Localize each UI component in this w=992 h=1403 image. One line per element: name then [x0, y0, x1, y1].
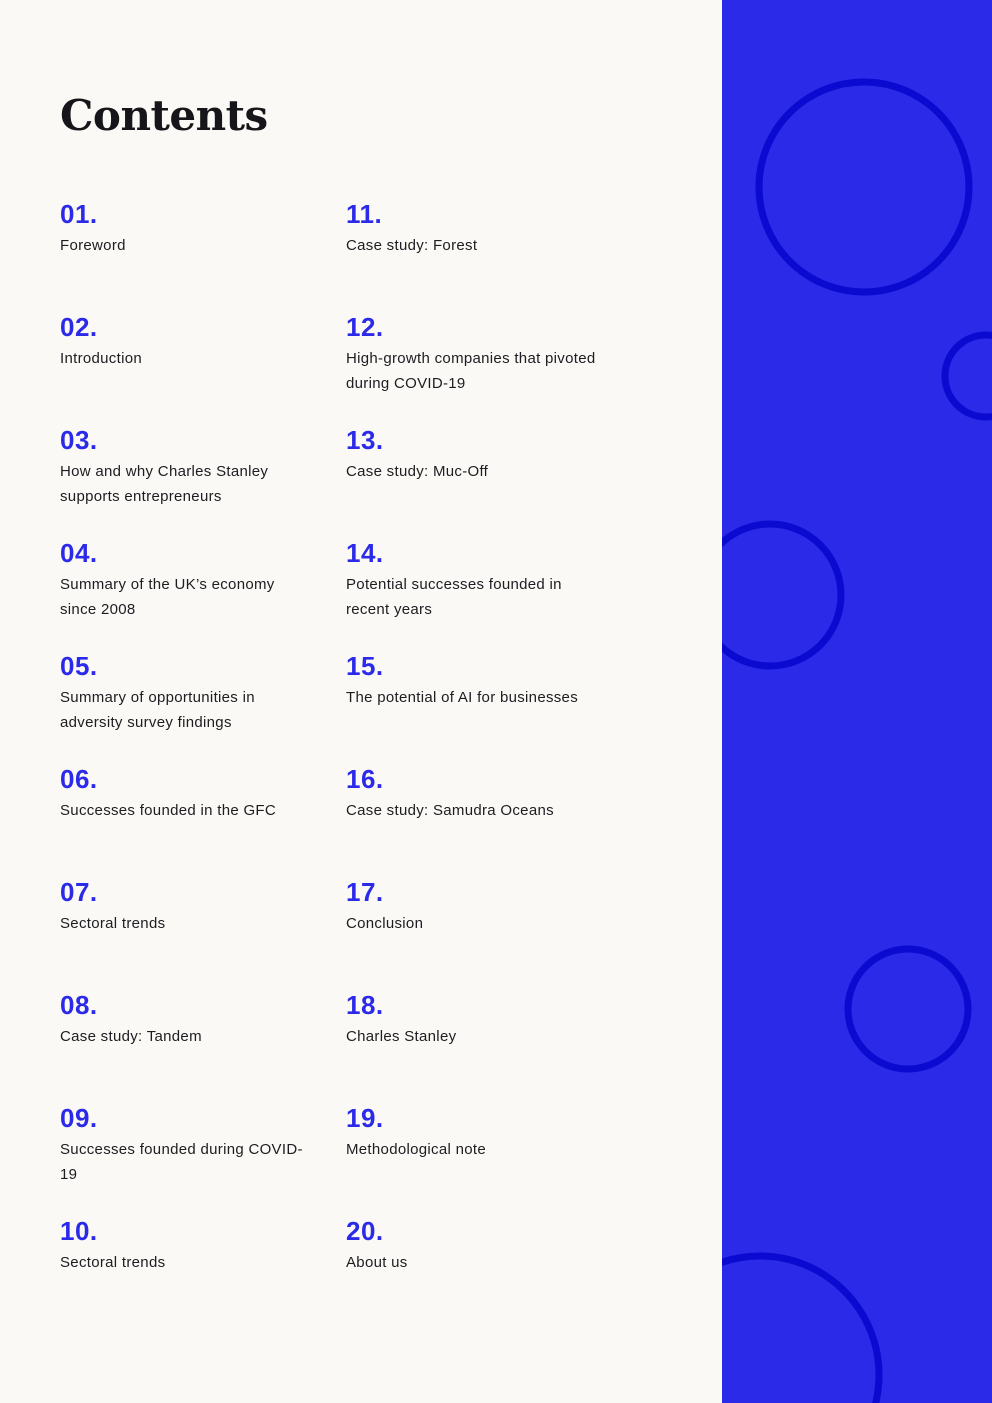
toc-item-label: Sectoral trends — [60, 1254, 166, 1271]
toc-item-number: 20. — [346, 1216, 384, 1246]
toc-item-06[interactable] — [60, 764, 310, 823]
toc-item-number: 02. — [60, 312, 98, 342]
toc-item-number: 04. — [60, 538, 98, 568]
toc-item-label: Case study: Forest — [346, 237, 478, 254]
toc-item-label: Successes founded in the GFC — [60, 802, 277, 819]
toc-item-04[interactable] — [60, 538, 310, 622]
circle-ring-left — [722, 524, 841, 666]
toc-item-number: 12. — [346, 312, 384, 342]
toc-item-number: 08. — [60, 990, 98, 1020]
toc-item-19[interactable] — [346, 1103, 596, 1162]
toc-item-label: Summary of opportunities in adversity survey findings — [60, 689, 255, 731]
toc-item-number: 03. — [60, 425, 98, 455]
toc-item-number: 14. — [346, 538, 384, 568]
toc-item-label: Conclusion — [346, 915, 424, 932]
toc-item-label: Methodological note — [346, 1141, 486, 1158]
toc-item-label: Case study: Muc-Off — [346, 463, 489, 480]
toc-item-10[interactable] — [60, 1216, 310, 1275]
toc-item-label: The potential of AI for businesses — [346, 689, 578, 706]
toc-item-number: 18. — [346, 990, 384, 1020]
toc-item-03[interactable] — [60, 425, 310, 509]
circle-ring-large-bottom — [722, 1256, 879, 1403]
decorative-circles — [722, 0, 992, 1403]
toc-item-number: 13. — [346, 425, 384, 455]
toc-item-08[interactable] — [60, 990, 310, 1049]
toc-item-label: High-growth companies that pivoted during COVID-19 — [346, 350, 596, 392]
toc-item-16[interactable] — [346, 764, 596, 823]
toc-item-number: 09. — [60, 1103, 98, 1133]
toc-item-12[interactable] — [346, 312, 596, 396]
toc-item-number: 07. — [60, 877, 98, 907]
toc-item-label: Foreword — [60, 237, 126, 254]
toc-item-number: 15. — [346, 651, 384, 681]
toc-item-07[interactable] — [60, 877, 310, 936]
toc-item-15[interactable] — [346, 651, 606, 710]
circle-ring-middle — [848, 949, 968, 1069]
toc-item-number: 11. — [346, 199, 383, 229]
toc-item-label: Charles Stanley — [346, 1028, 457, 1045]
toc-item-01[interactable] — [60, 199, 310, 258]
toc-item-number: 06. — [60, 764, 98, 794]
toc-item-05[interactable] — [60, 651, 310, 735]
toc-item-label: Introduction — [60, 350, 142, 367]
toc-item-number: 10. — [60, 1216, 98, 1246]
toc-item-number: 17. — [346, 877, 384, 907]
toc-item-label: Case study: Tandem — [60, 1028, 202, 1045]
toc-item-14[interactable] — [346, 538, 596, 622]
toc-item-label: Successes founded during COVID-19 — [60, 1141, 303, 1183]
toc-item-label: How and why Charles Stanley supports entrepreneurs — [60, 463, 269, 505]
toc-item-label: Case study: Samudra Oceans — [346, 802, 554, 819]
toc-item-09[interactable] — [60, 1103, 310, 1187]
page-title: Contents — [60, 91, 268, 140]
toc-item-number: 19. — [346, 1103, 384, 1133]
circle-ring-large-top — [759, 82, 969, 292]
toc-item-02[interactable] — [60, 312, 310, 371]
toc-item-label: Sectoral trends — [60, 915, 166, 932]
toc-item-13[interactable] — [346, 425, 596, 484]
toc-item-number: 05. — [60, 651, 98, 681]
toc-item-label: Potential successes founded in recent years — [346, 576, 562, 618]
toc-item-label: Summary of the UK’s economy since 2008 — [60, 576, 275, 618]
toc-item-17[interactable] — [346, 877, 596, 936]
toc-item-number: 16. — [346, 764, 384, 794]
toc-item-11[interactable] — [346, 199, 596, 258]
toc-item-number: 01. — [60, 199, 98, 229]
toc-item-label: About us — [346, 1254, 408, 1271]
toc-item-20[interactable] — [346, 1216, 596, 1275]
circle-ring-small-right — [945, 335, 992, 417]
decorative-panel — [722, 0, 992, 1403]
toc-item-18[interactable] — [346, 990, 596, 1049]
